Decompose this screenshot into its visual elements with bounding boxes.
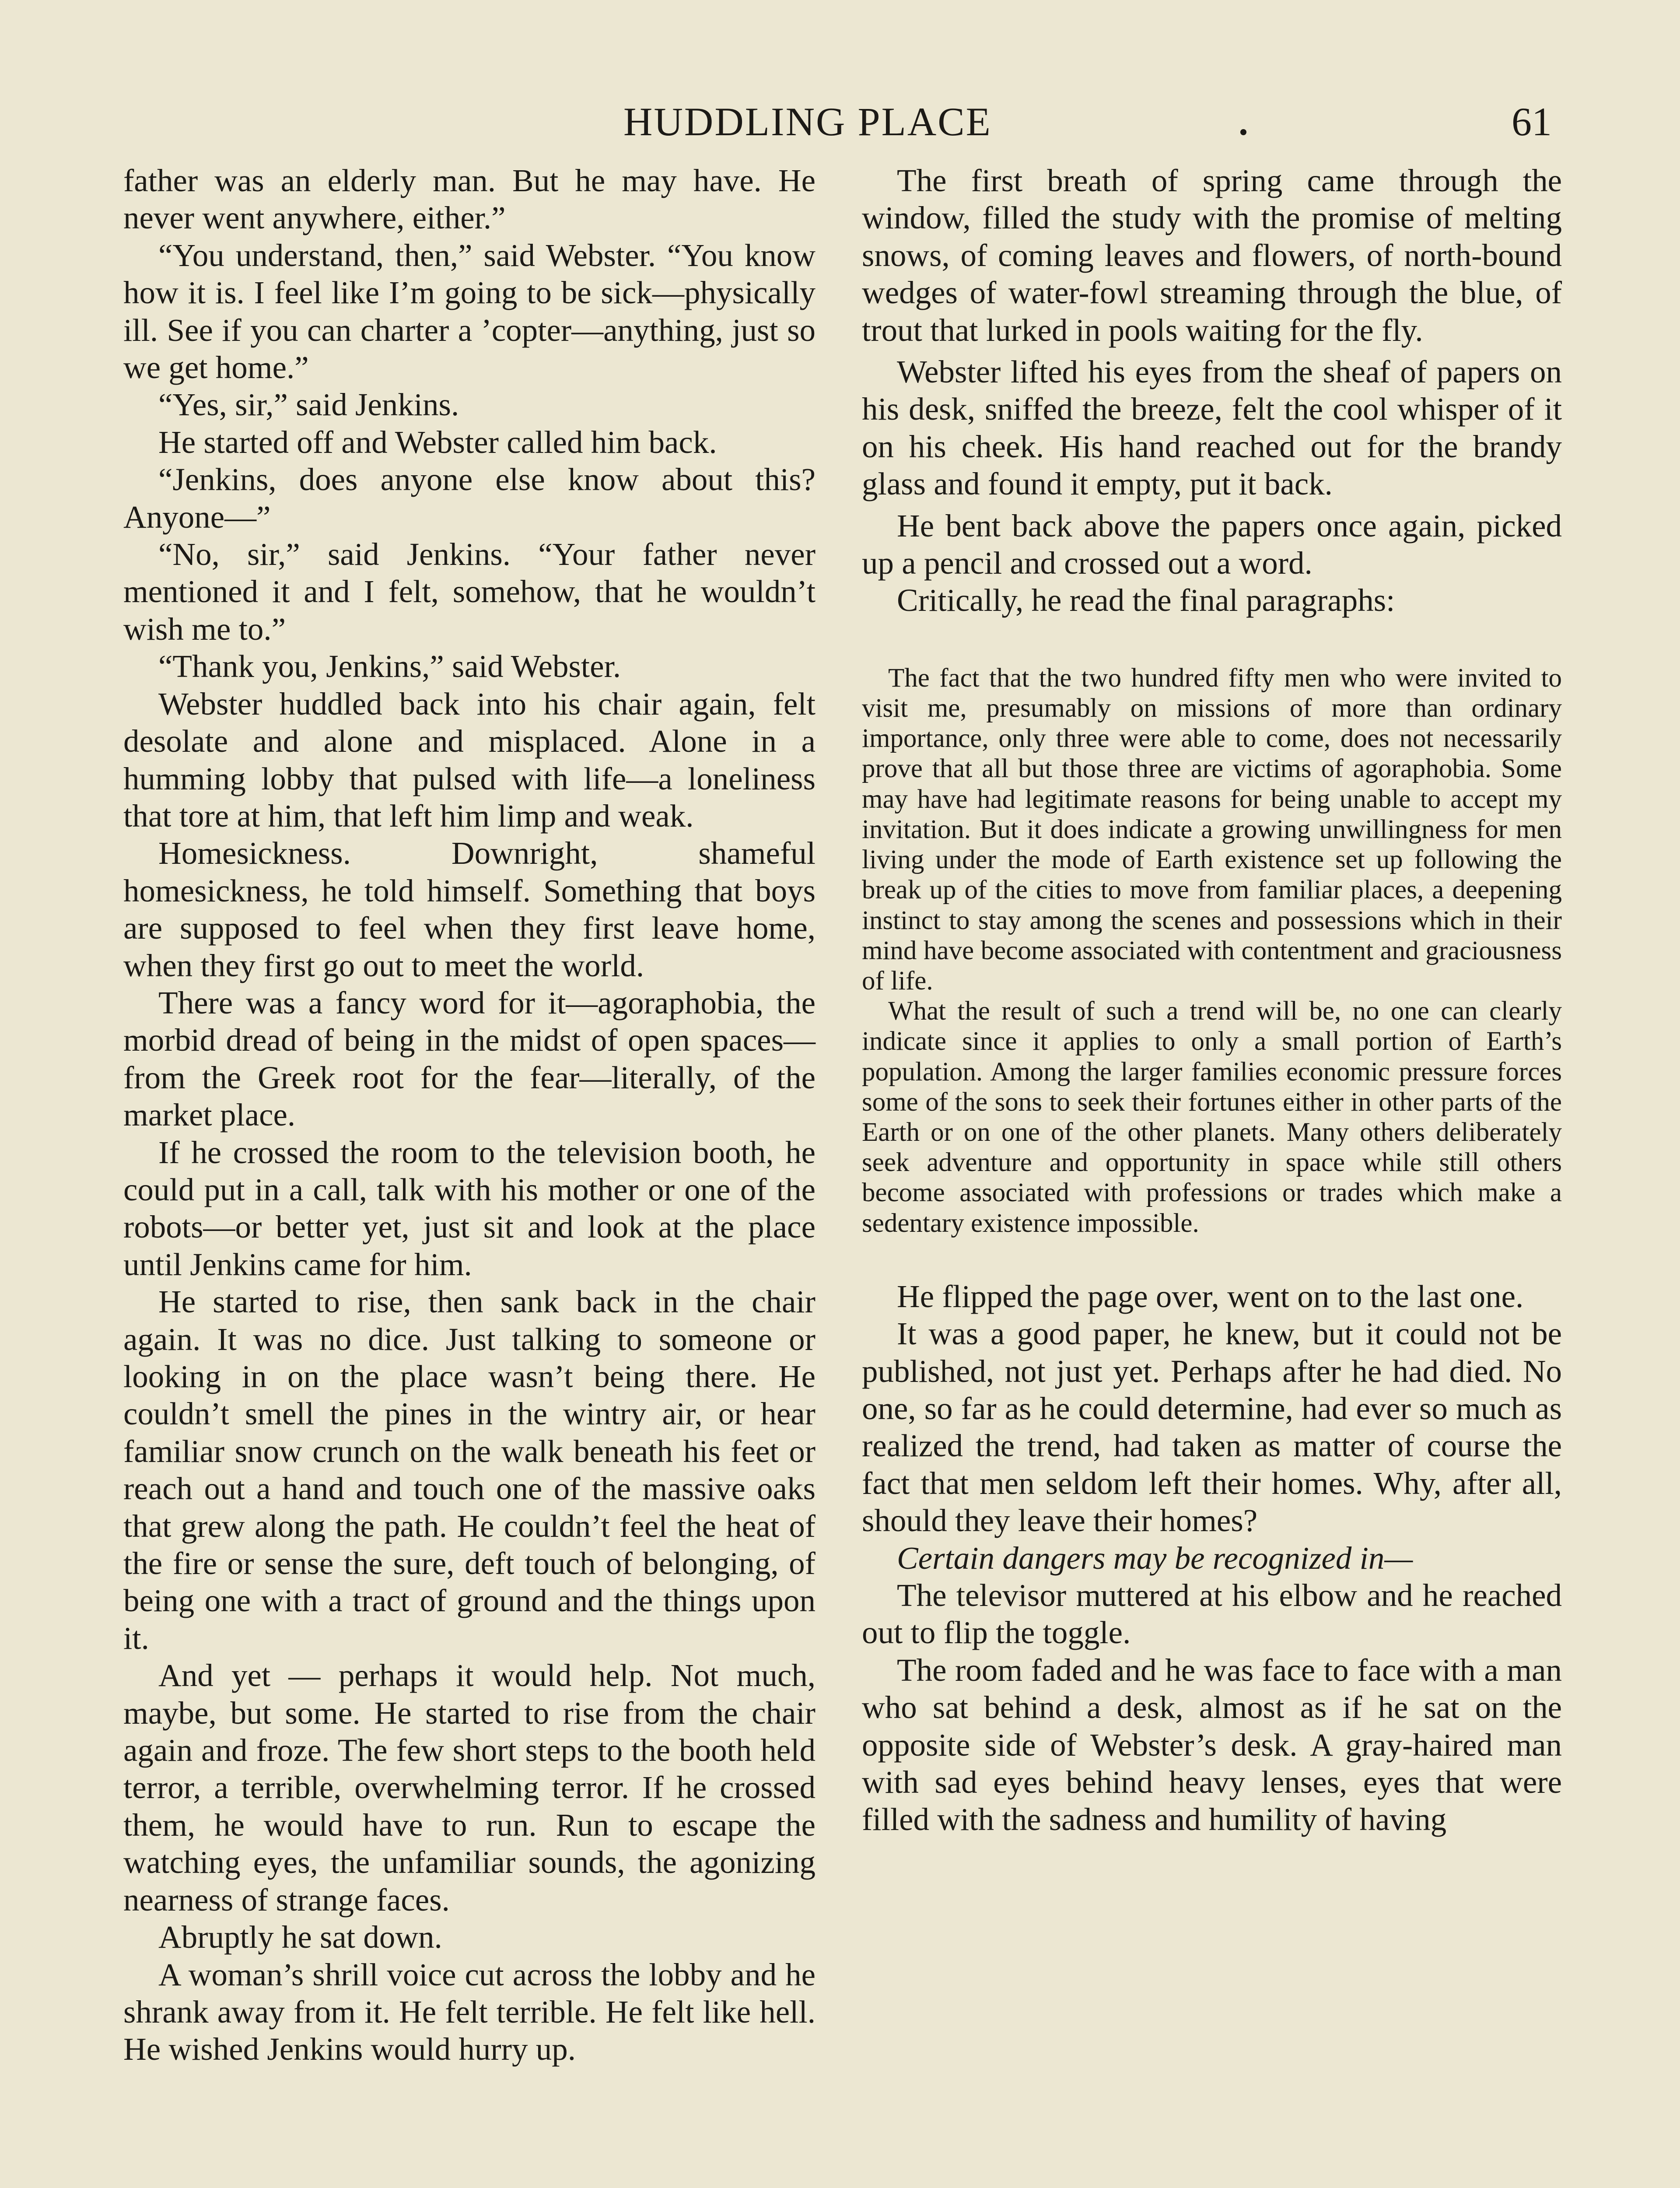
paragraph: The televisor muttered at his elbow and he reached out to flip the toggle. <box>862 1577 1562 1651</box>
italic-line: Certain dangers may be recognized in— <box>897 1540 1413 1576</box>
running-title: HUDDLING PLACE <box>623 99 992 144</box>
quoted-paragraph: The fact that the two hundred fifty men who were invited to visit me, presumably on missions of more than ordinary importance, only three were able to come, does not necessarily prove that all but those three are victims of agoraphobia. Some may have had legitimate reasons for being unable to accept my invitation. But it does indicate a growing unwillingness for men living under the mode of Earth existence set up following the break up of the cities to move from familiar places, a deepening instinct to stay among the scenes and possessions which in their mind have become associated with contentment and graciousness of life. <box>862 663 1562 996</box>
header-dot <box>1240 129 1246 135</box>
paragraph: A woman’s shrill voice cut across the lobby and he shrank away from it. He felt terrible. He felt like hell. He wished Jenkins would hurry up. <box>123 1957 816 2067</box>
paragraph: Webster lifted his eyes from the sheaf of papers on his desk, sniffed the breeze, felt the cool whisper of it on his cheek. His hand reached out for the brandy glass and found it empty, put it back. <box>862 354 1562 502</box>
paragraph: He flipped the page over, went on to the last one. <box>897 1278 1524 1314</box>
paragraph: There was a fancy word for it—agoraphobia, the morbid dread of being in the midst of open spaces—from the Greek root for the fear—literally, of the market place. <box>123 985 816 1133</box>
paragraph: “Jenkins, does anyone else know about this? Anyone—” <box>123 462 816 535</box>
quoted-paper <box>862 663 1562 1238</box>
right-column <box>862 162 1562 1838</box>
paragraph: And yet — perhaps it would help. Not much, maybe, but some. He started to rise from the chair again and froze. The few short steps to the booth held terror, a terrible, overwhelming terror. If he crossed them, he would have to run. Run to escape the watching eyes, the unfamiliar sounds, the agonizing nearness of strange faces. <box>123 1658 816 1918</box>
paragraph: If he crossed the room to the television booth, he could put in a call, talk with his mother or one of the robots—or better yet, just sit and look at the place until Jenkins came for him. <box>123 1134 816 1282</box>
paragraph: The first breath of spring came through the window, filled the study with the promise of melting snows, of coming leaves and flowers, of north-bound wedges of water-fowl streaming through the blue, of trout that lurked in pools waiting for the fly. <box>862 163 1562 348</box>
paragraph: Homesickness. Downright, shameful homesickness, he told himself. Something that boys are supposed to feel when they first leave home, when they first go out to meet the world. <box>123 835 816 983</box>
paragraph: He started to rise, then sank back in the chair again. It was no dice. Just talking to someone or looking in on the place wasn’t being there. He couldn’t smell the pines in the wintry air, or hear familiar snow crunch on the walk beneath his feet or reach out a hand and touch one of the massive oaks that grew along the path. He couldn’t feel the heat of the fire or sense the sure, deft touch of belonging, of being one with a tract of ground and the things upon it. <box>123 1284 816 1656</box>
left-column <box>123 162 816 2068</box>
paragraph: The room faded and he was face to face with a man who sat behind a desk, almost as if he sat on the opposite side of Webster’s desk. A gray-haired man with sad eyes behind heavy lenses, eyes that were filled with the sadness and humility of having <box>862 1652 1562 1837</box>
quoted-paragraph: What the result of such a trend will be, no one can clearly indicate since it applies to only a small portion of Earth’s population. Among the larger families economic pressure forces some of the sons to seek their fortunes either in other parts of the Earth or on one of the other planets. Many others deliberately seek adventure and opportunity in space while still others become associated with professions or trades which make a sedentary existence impossible. <box>862 996 1562 1238</box>
page-number: 61 <box>1512 99 1552 144</box>
paragraph: Critically, he read the final paragraphs: <box>897 582 1395 618</box>
page-header <box>0 98 1680 160</box>
paragraph: father was an elderly man. But he may have. He never went anywhere, either.” <box>123 163 816 236</box>
paragraph: “Thank you, Jenkins,” said Webster. <box>158 649 621 684</box>
paragraph: It was a good paper, he knew, but it could not be published, not just yet. Perhaps after he had died. No one, so far as he could determine, had ever so much as realized the trend, had taken as matter of course the fact that men seldom left their homes. Why, after all, should they leave their homes? <box>862 1316 1562 1539</box>
paragraph: He bent back above the papers once again, picked up a pencil and crossed out a word. <box>862 508 1562 581</box>
paragraph: “You understand, then,” said Webster. “You know how it is. I feel like I’m going to be sick—physically ill. See if you can charter a ’copter—anything, just so we get home.” <box>123 237 816 386</box>
paragraph: “No, sir,” said Jenkins. “Your father never mentioned it and I felt, somehow, that he wouldn’t wish me to.” <box>123 536 816 647</box>
paragraph: “Yes, sir,” said Jenkins. <box>158 387 459 423</box>
paragraph: He started off and Webster called him back. <box>158 424 717 460</box>
paragraph: Abruptly he sat down. <box>158 1919 442 1955</box>
paragraph: Webster huddled back into his chair again, felt desolate and alone and misplaced. Alone in a humming lobby that pulsed with life—a loneliness that tore at him, that left him limp and weak. <box>123 686 816 834</box>
